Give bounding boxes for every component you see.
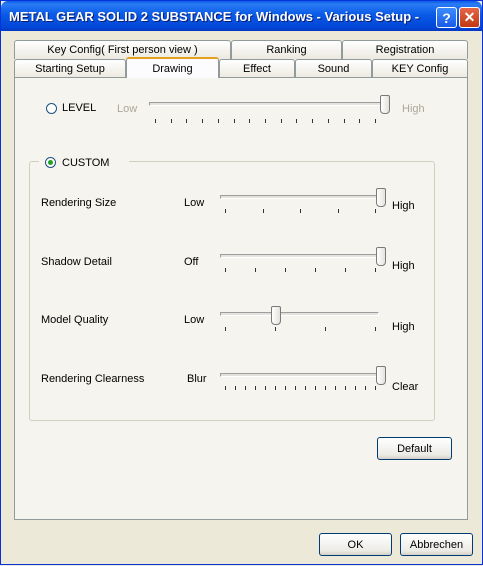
slider-tick <box>344 119 345 123</box>
shadow-detail-high-label: High <box>392 260 415 272</box>
model-quality-slider-track[interactable] <box>220 312 379 316</box>
shadow-detail-label: Shadow Detail <box>41 256 112 268</box>
slider-tick <box>245 386 246 390</box>
rendering-size-low-label: Low <box>184 197 205 209</box>
radio-selected-dot <box>48 160 53 165</box>
shadow-detail-slider-thumb[interactable] <box>376 247 386 266</box>
slider-tick <box>338 209 339 213</box>
slider-tick <box>315 386 316 390</box>
slider-tick <box>225 209 226 213</box>
slider-tick <box>155 119 156 123</box>
slider-tick <box>235 386 236 390</box>
slider-tick <box>285 268 286 272</box>
default-button-label: Default <box>397 442 432 455</box>
tab-label: Registration <box>375 44 435 56</box>
level-radio[interactable] <box>46 103 57 114</box>
slider-tick <box>300 209 301 213</box>
slider-tick <box>335 386 336 390</box>
rendering-size-label: Rendering Size <box>41 197 117 209</box>
slider-tick <box>328 119 329 123</box>
custom-label: CUSTOM <box>62 157 110 169</box>
slider-tick <box>218 119 219 123</box>
custom-radio[interactable] <box>45 157 56 168</box>
slider-tick <box>355 386 356 390</box>
slider-tick <box>285 386 286 390</box>
slider-tick <box>275 386 276 390</box>
help-icon: ? <box>442 9 451 26</box>
slider-tick <box>305 386 306 390</box>
rendering-size-slider-thumb[interactable] <box>376 188 386 207</box>
slider-tick <box>325 386 326 390</box>
slider-tick <box>375 268 376 272</box>
model-quality-low-label: Low <box>184 314 205 326</box>
slider-tick <box>325 327 326 331</box>
slider-tick <box>225 327 226 331</box>
level-slider-thumb[interactable] <box>380 95 390 114</box>
slider-tick <box>202 119 203 123</box>
rendering-clearness-label: Rendering Clearness <box>41 373 145 385</box>
slider-tick <box>275 327 276 331</box>
default-button[interactable] <box>377 437 452 460</box>
cancel-button-label: Abbrechen <box>409 538 464 551</box>
tab-label: Effect <box>243 63 271 75</box>
slider-tick <box>315 268 316 272</box>
slider-tick <box>312 119 313 123</box>
tab-label: Sound <box>317 63 350 75</box>
level-low-label: Low <box>117 103 138 115</box>
slider-tick <box>295 386 296 390</box>
slider-tick <box>255 268 256 272</box>
level-slider-track[interactable] <box>149 102 383 106</box>
tab-label: Starting Setup <box>35 63 105 75</box>
model-quality-slider-thumb[interactable] <box>271 306 281 325</box>
rendering-clearness-slider-thumb[interactable] <box>376 366 386 385</box>
window-title: METAL GEAR SOLID 2 SUBSTANCE for Windows - Various Setup - <box>9 9 420 24</box>
rendering-clearness-high-label: Clear <box>392 381 419 393</box>
ok-button-label: OK <box>347 538 364 551</box>
shadow-detail-slider-track[interactable] <box>220 254 379 258</box>
slider-tick <box>375 119 376 123</box>
tab-label: Key Config( First person view ) <box>47 44 198 56</box>
rendering-clearness-slider-track[interactable] <box>220 373 379 377</box>
slider-tick <box>365 386 366 390</box>
slider-tick <box>249 119 250 123</box>
shadow-detail-low-label: Off <box>184 256 199 268</box>
slider-tick <box>296 119 297 123</box>
close-icon: ✕ <box>463 9 476 25</box>
tab-label: Ranking <box>266 44 307 56</box>
slider-tick <box>234 119 235 123</box>
slider-tick <box>265 386 266 390</box>
level-high-label: High <box>402 103 425 115</box>
slider-tick <box>263 209 264 213</box>
slider-tick <box>265 119 266 123</box>
slider-tick <box>375 386 376 390</box>
slider-tick <box>171 119 172 123</box>
model-quality-high-label: High <box>392 321 415 333</box>
slider-tick <box>186 119 187 123</box>
tab-label: Drawing <box>152 62 193 75</box>
slider-tick <box>359 119 360 123</box>
model-quality-label: Model Quality <box>41 314 109 326</box>
slider-tick <box>375 209 376 213</box>
slider-tick <box>345 386 346 390</box>
tab-label: KEY Config <box>391 63 449 75</box>
rendering-size-high-label: High <box>392 200 415 212</box>
slider-tick <box>225 386 226 390</box>
slider-tick <box>225 268 226 272</box>
rendering-size-slider-track[interactable] <box>220 195 379 199</box>
slider-tick <box>281 119 282 123</box>
rendering-clearness-low-label: Blur <box>187 373 207 385</box>
slider-tick <box>345 268 346 272</box>
slider-tick <box>375 327 376 331</box>
level-label: LEVEL <box>62 102 97 114</box>
slider-tick <box>255 386 256 390</box>
